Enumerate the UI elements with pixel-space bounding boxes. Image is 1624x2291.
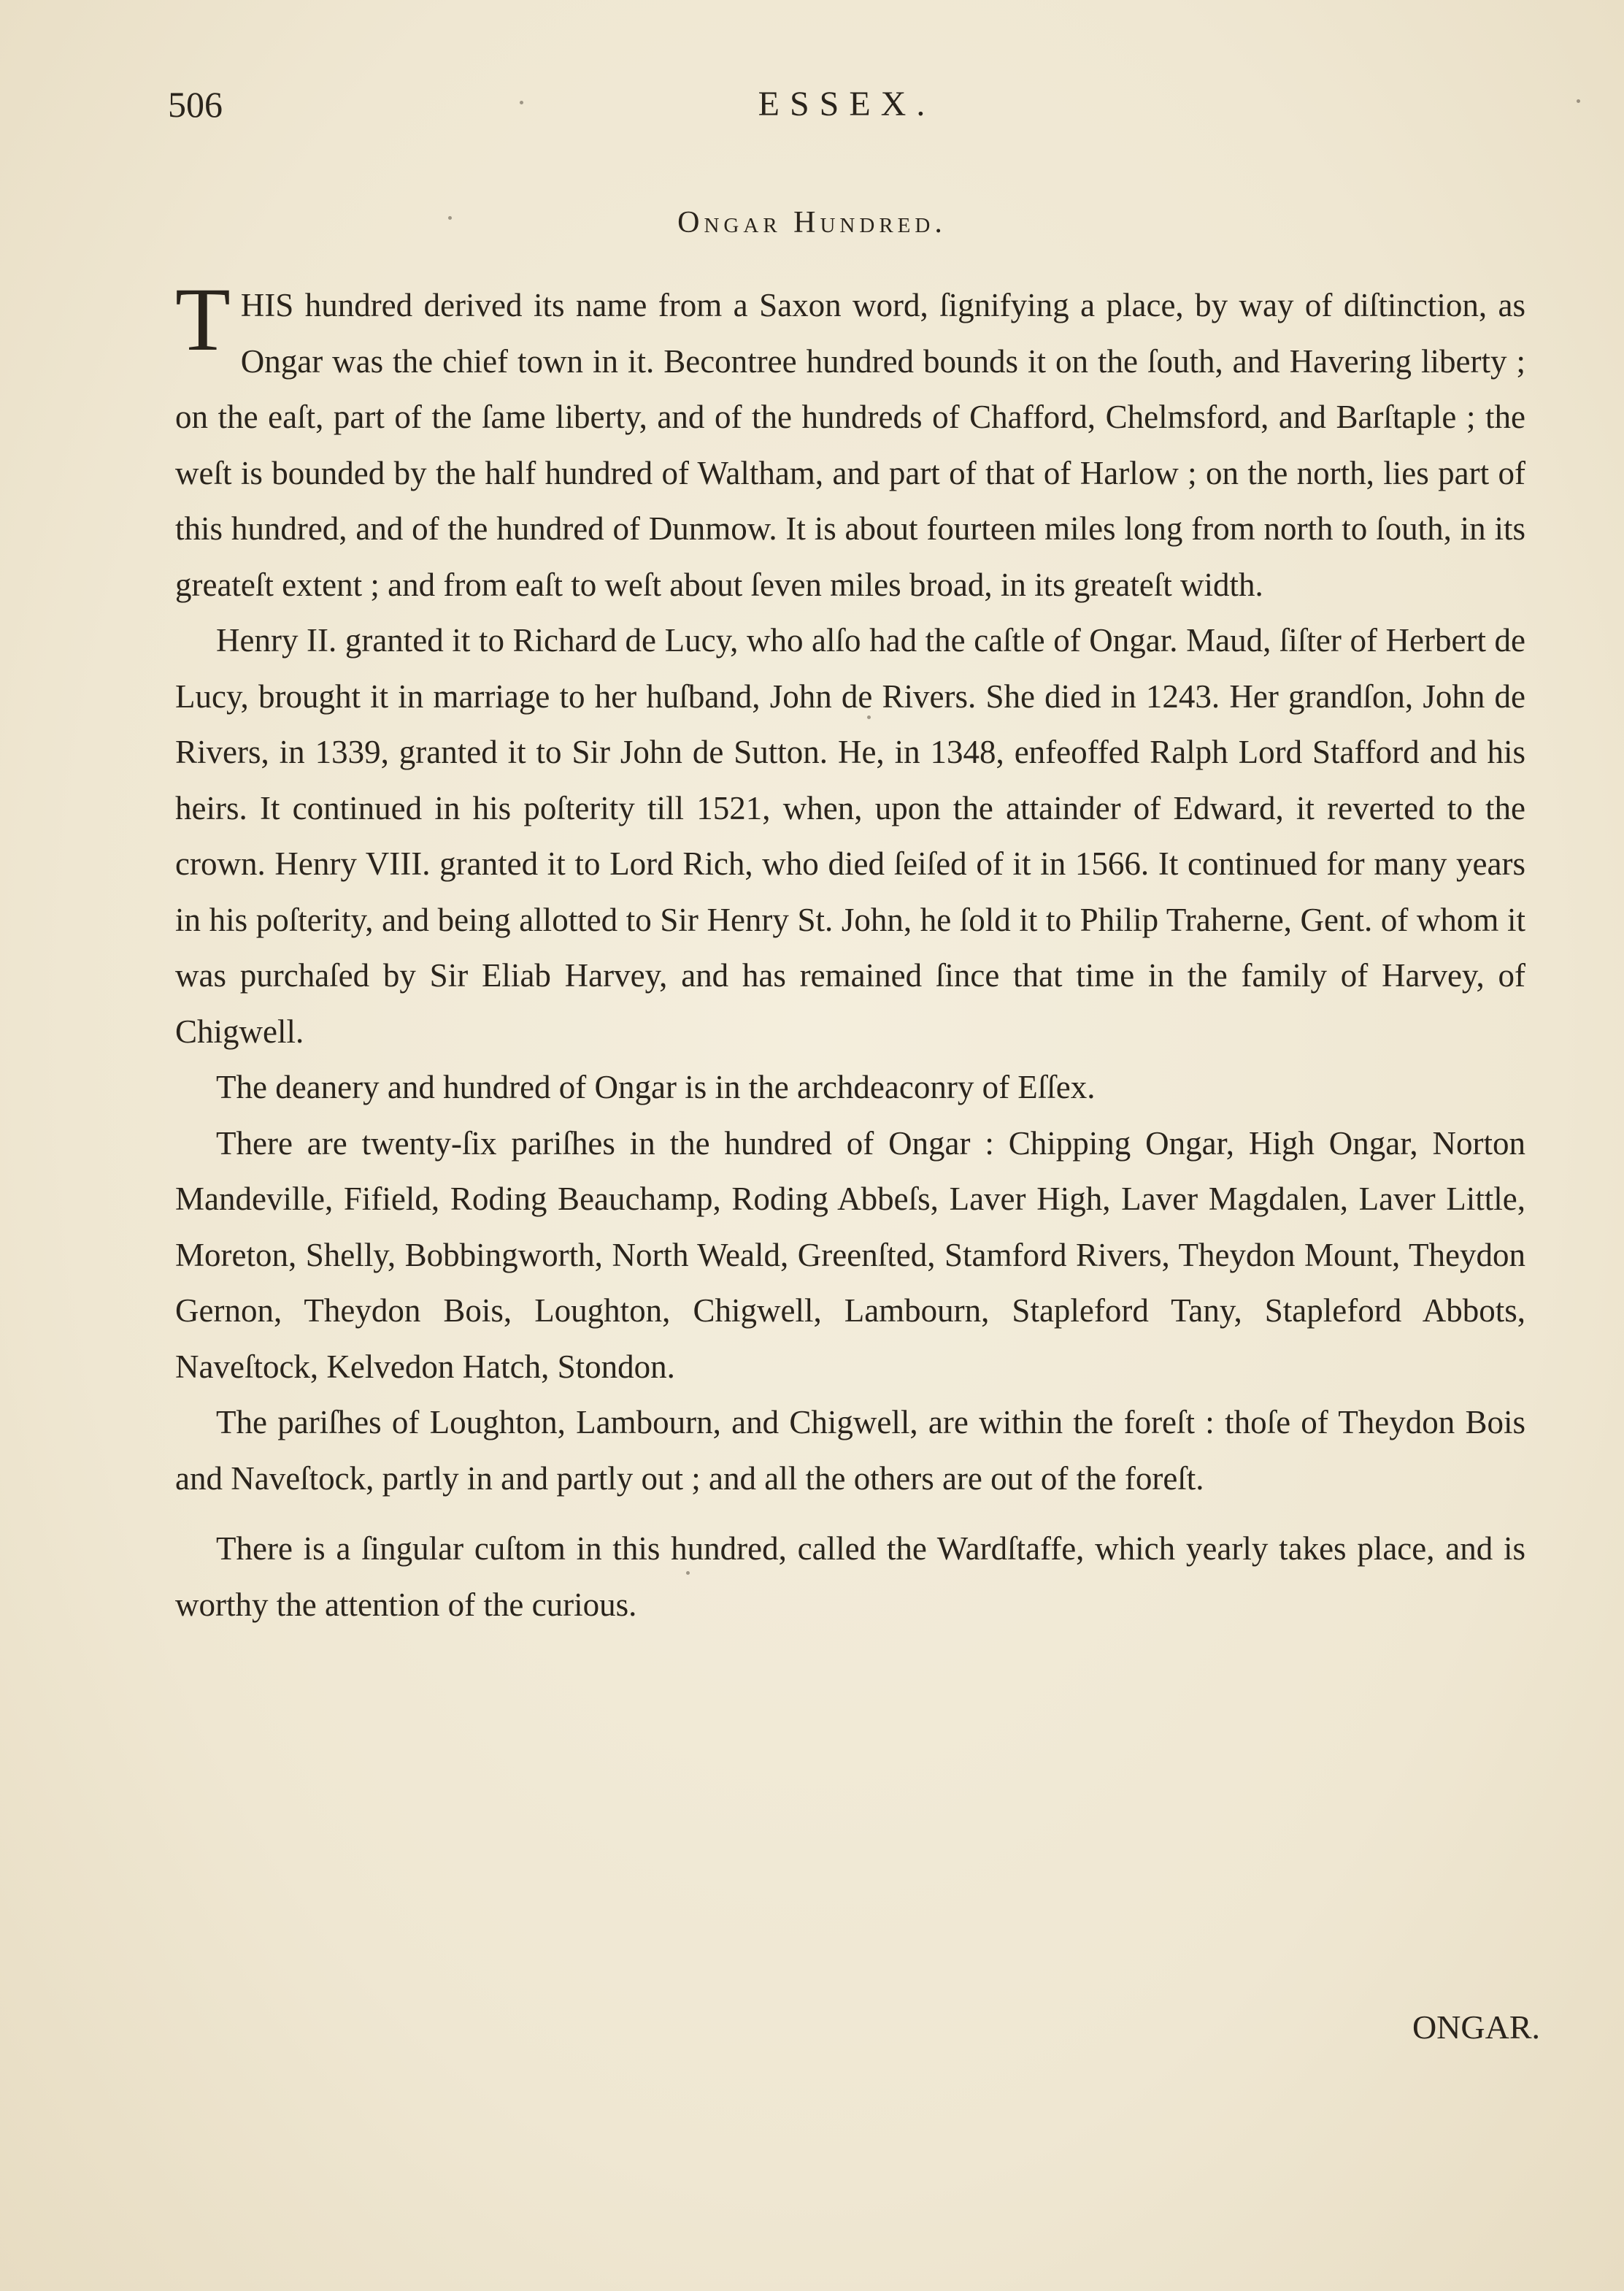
paragraph-4: There are twenty-ſix pariſhes in the hundred of Ongar : Chipping Ongar, High Ongar, Norton Mandeville, Fifield, Roding Beauchamp, Roding Abbeſs, Laver High, Laver Magdalen, Laver Little, Moreton, Shelly, Bobbingworth, North Weald, Greenſted, Stamford Rivers, Theydon Mount, Theydon Gernon, Theydon Bois, Loughton, Chigwell, Lambourn, Stapleford Tany, Stapleford Abbots, Naveſtock, Kelvedon Hatch, Stondon. [175, 1124, 1525, 1385]
paper-speck [686, 1571, 690, 1575]
paragraph-2: Henry II. granted it to Richard de Lucy, who alſo had the caſtle of Ongar. Maud, ſiſter of Herbert de Lucy, brought it in marriage to her huſband, John de Rivers. She died in 1243. Her grandſon, John de Rivers, in 1339, granted it to Sir John de Sutton. He, in 1348, enfeoffed Ralph Lord Stafford and his heirs. It continued in his poſterity till 1521, when, upon the attainder of Edward, it reverted to the crown. Henry VIII. granted it to Lord Rich, who died ſeiſed of it in 1566. It continued for many years in his poſterity, and being allotted to Sir Henry St. John, he ſold it to Philip Traherne, Gent. of whom it was purchaſed by Sir Eliab Harvey, and has remained ſince that time in the family of Harvey, of Chigwell. [175, 622, 1525, 1050]
page-number: 506 [168, 84, 223, 125]
running-title: ESSEX. [758, 85, 936, 123]
catchword: ONGAR. [1412, 2008, 1540, 2046]
paragraph-1-text: HIS hundred derived its name from a Saxon word, ſignifying a place, by way of diſtinction, as Ongar was the chief town in it. Becontree hundred bounds it on the ſouth, and Havering liberty ; on the eaſt, part of the ſame liberty, and of the hundreds of Chafford, Chelmsford, and Barſtaple ; the weſt is bounded by the half hundred of Waltham, and part of that of Harlow ; on the north, lies part of this hundred, and of the hundred of Dunmow. It is about fourteen miles long from north to ſouth, in its greateſt extent ; and from eaſt to weſt about ſeven miles broad, in its greateſt width. [175, 287, 1525, 603]
paper-speck [1577, 99, 1580, 103]
section-heading: Ongar Hundred. [677, 206, 947, 239]
body-text [175, 269, 1525, 1632]
paragraph-6: There is a ſingular cuſtom in this hundred, called the Wardſtaffe, which yearly takes place, and is worthy the attention of the curious. [175, 1530, 1525, 1623]
paragraph-1 [175, 269, 1525, 613]
drop-cap: T [175, 269, 231, 369]
paper-speck [520, 101, 523, 104]
paper-speck [448, 216, 452, 220]
page-header [168, 79, 1525, 130]
paragraph-3: The deanery and hundred of Ongar is in the archdeaconry of Eſſex. [216, 1069, 1096, 1105]
paper-speck [867, 715, 871, 719]
paragraph-5: The pariſhes of Loughton, Lambourn, and Chigwell, are within the foreſt : thoſe of Theydon Bois and Naveſtock, partly in and partly out ; and all the others are out of the foreſt. [175, 1404, 1525, 1497]
